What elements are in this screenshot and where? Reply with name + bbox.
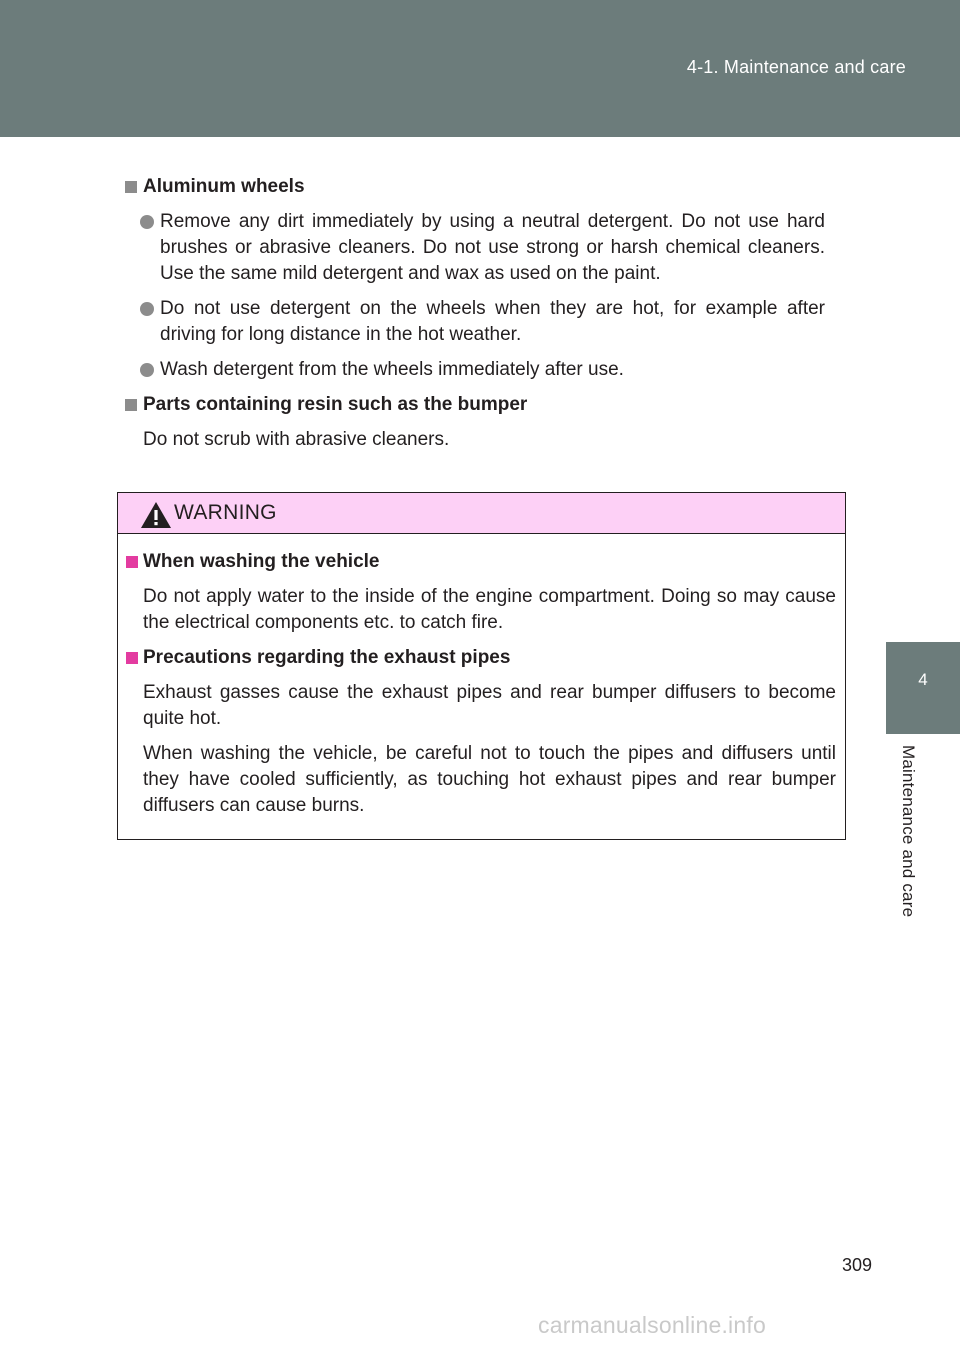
square-bullet-icon xyxy=(125,181,137,193)
warning-body xyxy=(126,549,836,828)
page-number: 309 xyxy=(842,1255,873,1275)
header-band xyxy=(0,0,960,137)
square-bullet-icon xyxy=(126,556,138,568)
watermark: carmanualsonline.info xyxy=(538,1312,766,1338)
main-content xyxy=(125,174,825,462)
chapter-title: Maintenance and care xyxy=(899,745,918,918)
warning-text: Exhaust gasses cause the exhaust pipes and rear bumper diffusers to become quite hot. xyxy=(143,682,836,729)
circle-bullet-icon xyxy=(140,363,154,377)
square-bullet-icon xyxy=(126,652,138,664)
warning-text: When washing the vehicle, be careful not to touch the pipes and diffusers until they have cooled sufficiently, as touching hot exhaust pipes and rear bumper diffusers can cause burns. xyxy=(143,743,836,816)
warning-text: Do not apply water to the inside of the engine compartment. Doing so may cause the electrical components etc. to catch fire. xyxy=(143,586,836,633)
warning-heading-washing: When washing the vehicle xyxy=(126,549,836,575)
warning-title: WARNING xyxy=(174,501,277,524)
heading-resin-parts: Parts containing resin such as the bumper xyxy=(125,392,825,418)
warning-box xyxy=(117,492,846,840)
bullet-item: Remove any dirt immediately by using a neutral detergent. Do not use hard brushes or abrasive cleaners. Do not use strong or harsh chemical cleaners. Use the same mild detergent and wax as used on the paint. xyxy=(125,209,825,287)
circle-bullet-icon xyxy=(140,302,154,316)
warning-heading-exhaust: Precautions regarding the exhaust pipes xyxy=(126,645,836,671)
resin-parts-text: Do not scrub with abrasive cleaners. xyxy=(143,429,450,450)
heading-aluminum-wheels: Aluminum wheels xyxy=(125,174,825,200)
circle-bullet-icon xyxy=(140,215,154,229)
bullet-item: Do not use detergent on the wheels when they are hot, for example after driving for long distance in the hot weather. xyxy=(125,296,825,348)
chapter-number: 4 xyxy=(918,670,928,689)
warning-triangle-icon xyxy=(140,501,172,529)
section-label: 4-1. Maintenance and care xyxy=(686,57,906,77)
square-bullet-icon xyxy=(125,399,137,411)
warning-header xyxy=(118,493,845,534)
chapter-tab xyxy=(886,642,960,734)
bullet-item: Wash detergent from the wheels immediately after use. xyxy=(125,357,825,383)
